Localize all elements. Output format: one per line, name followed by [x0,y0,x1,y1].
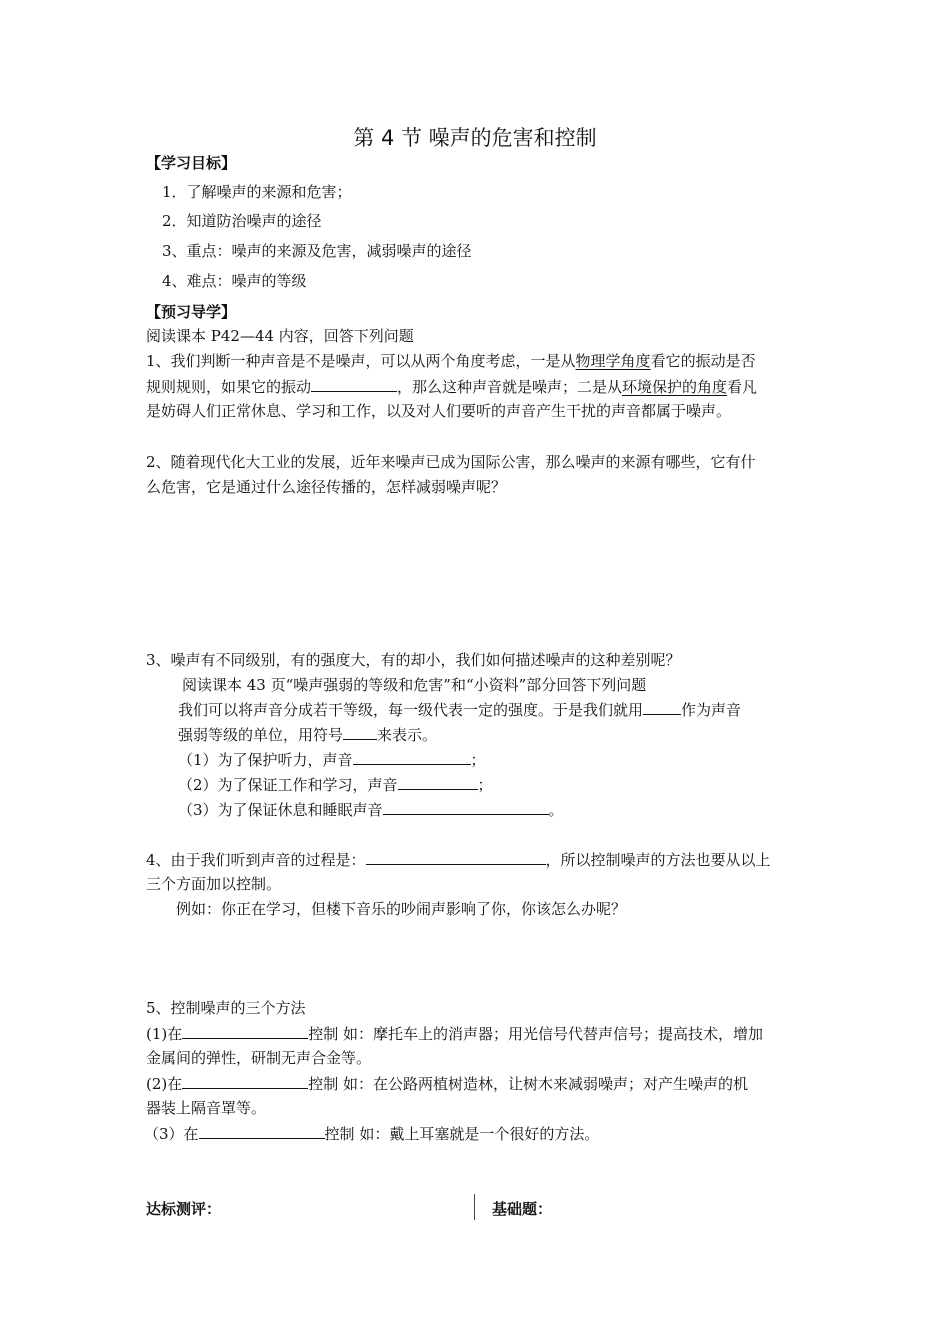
answer-blank[interactable] [182,1073,308,1089]
q3-line3: 我们可以将声音分成若干等级，每一级代表一定的强度。于是我们就用 作为声音 [178,701,742,719]
objective-item: 1．了解噪声的来源和危害； [162,183,352,201]
q5-method1-cont: 金属间的弹性，研制无声合金等。 [146,1049,372,1067]
preview-heading: 【预习导学】 [146,303,237,321]
objective-item: 4、难点：噪声的等级 [162,272,307,290]
answer-blank[interactable] [343,724,377,740]
answer-blank[interactable] [353,749,471,765]
q3-sub3: （3）为了保证休息和睡眠声音 。 [178,801,564,819]
q3-sub2: （2）为了保证工作和学习，声音 ； [178,776,493,794]
q1-line1: 1、我们判断一种声音是不是噪声，可以从两个角度考虑，一是从物理学角度看它的振动是否 [146,352,756,370]
q4-line3: 例如：你正在学习，但楼下音乐的吵闹声影响了你，你该怎么办呢？ [176,900,627,918]
preview-intro: 阅读课本 P42—44 内容，回答下列问题 [146,327,414,345]
objective-item: 3、重点：噪声的来源及危害，减弱噪声的途径 [162,242,472,260]
answer-blank[interactable] [199,1123,325,1139]
answer-blank[interactable] [366,849,546,865]
q3-line4: 强弱等级的单位，用符号 来表示。 [178,726,438,744]
answer-blank[interactable] [311,376,397,392]
page-title: 第 4 节 噪声的危害和控制 [353,126,597,150]
q5-method2-cont: 器装上隔音罩等。 [146,1099,267,1117]
q1-underlined-physics: 物理学角度 [575,352,651,370]
objectives-heading: 【学习目标】 [146,154,237,172]
q5-method2: (2)在 控制 如：在公路两植树造林，让树木来减弱噪声；对产生噪声的机 [146,1075,749,1093]
q5-method1: (1)在 控制 如：摩托车上的消声器；用光信号代替声信号；提高技术，增加 [146,1025,764,1043]
answer-blank[interactable] [643,699,681,715]
answer-blank[interactable] [383,799,549,815]
q1-line2: 规则规则，如果它的振动 ，那么这种声音就是噪声；二是从环境保护的角度看凡 [146,378,758,396]
objective-item: 2．知道防治噪声的途径 [162,212,322,230]
q2-line2: 么危害，它是通过什么途径传播的，怎样减弱噪声呢？ [146,478,507,496]
column-divider [474,1194,475,1220]
q4-line2: 三个方面加以控制。 [146,875,282,893]
assessment-heading: 达标测评： [146,1200,222,1218]
q2-line1: 2、随着现代化大工业的发展，近年来噪声已成为国际公害，那么噪声的来源有哪些，它有什 [146,453,756,471]
q5-method3: （3）在 控制 如：戴上耳塞就是一个很好的方法。 [144,1125,600,1143]
q3-line1: 3、噪声有不同级别，有的强度大，有的却小，我们如何描述噪声的这种差别呢？ [146,651,681,669]
q3-line2: 阅读课本 43 页“噪声强弱的等级和危害”和“小资料”部分回答下列问题 [182,676,647,694]
basic-questions-heading: 基础题： [492,1200,553,1218]
answer-blank[interactable] [398,774,478,790]
q5-heading: 5、控制噪声的三个方法 [146,999,306,1017]
q3-sub1: （1）为了保护听力，声音 ； [178,751,486,769]
answer-blank[interactable] [182,1023,308,1039]
q1-underlined-environment: 环境保护的角度 [622,378,728,396]
q1-line3: 是妨碍人们正常休息、学习和工作，以及对人们要听的声音产生干扰的声音都属于噪声。 [146,402,732,420]
q4-line1: 4、由于我们听到声音的过程是： ，所以控制噪声的方法也要从以上 [146,851,771,869]
